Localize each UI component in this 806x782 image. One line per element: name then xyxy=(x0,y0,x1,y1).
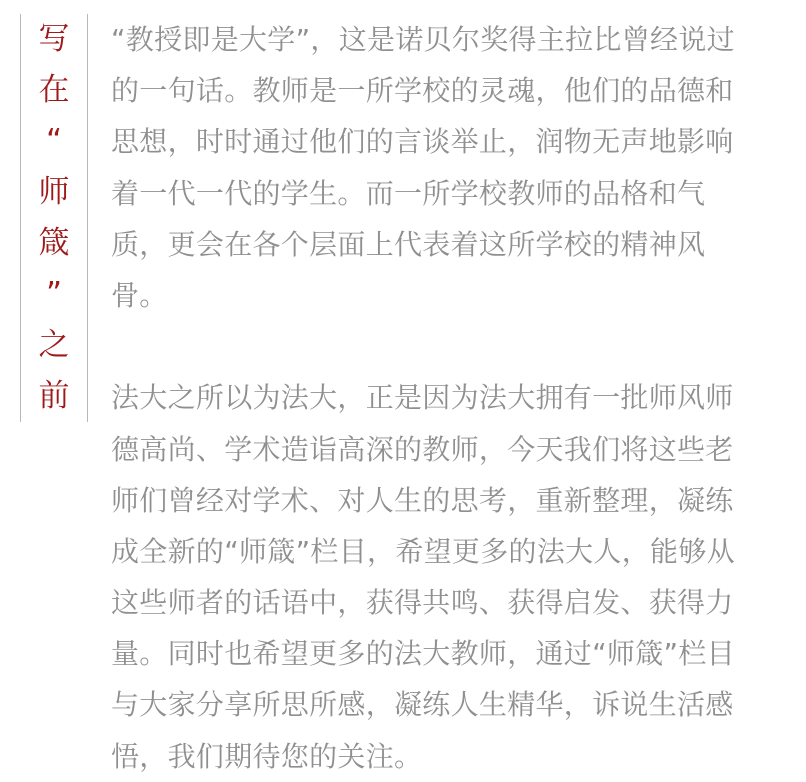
title-right-rule xyxy=(87,14,88,422)
text-line: 成全新的“师箴”栏目，希望更多的法大人，能够从 xyxy=(111,534,735,568)
text-line: 德高尚、学术造诣高深的教师，今天我们将这些老 xyxy=(111,432,734,466)
title-characters xyxy=(21,14,87,422)
text-line: “教授即是大学”，这是诺贝尔奖得主拉比曾经说过 xyxy=(111,23,735,56)
text-line: 质，更会在各个层面上代表着这所学校的精神风 xyxy=(111,227,706,261)
title-char: ” xyxy=(45,276,63,312)
text-line: 悟，我们期待您的关注。 xyxy=(111,739,423,773)
text-line: 师们曾经对学术、对人生的思考，重新整理，凝练 xyxy=(111,483,734,517)
paragraph-intro xyxy=(111,14,783,321)
vertical-title xyxy=(20,14,88,422)
text-line: 骨。 xyxy=(111,278,168,312)
text-line: 思想，时时通过他们的言谈举止，润物无声地影响 xyxy=(111,125,734,159)
paragraph-gap xyxy=(111,321,783,372)
text-line: 的一句话。教师是一所学校的灵魂，他们的品德和 xyxy=(111,74,734,108)
title-char: 写 xyxy=(38,21,70,57)
title-char: 前 xyxy=(38,378,70,414)
title-char: 在 xyxy=(38,72,70,108)
text-line: 法大之所以为法大，正是因为法大拥有一批师风师 xyxy=(111,381,734,415)
text-line: 着一代一代的学生。而一所学校教师的品格和气 xyxy=(111,176,706,210)
title-char: “ xyxy=(45,123,63,159)
paragraph-column-intro xyxy=(111,372,783,782)
title-char: 箴 xyxy=(38,225,70,261)
title-char: 师 xyxy=(38,174,70,210)
text-line: 这些师者的话语中，获得共鸣、获得启发、获得力 xyxy=(111,586,734,620)
text-line: 与大家分享所思所感，凝练人生精华，诉说生活感 xyxy=(111,688,734,722)
article-body xyxy=(111,14,783,782)
title-char: 之 xyxy=(38,327,70,363)
text-line: 量。同时也希望更多的法大教师，通过“师箴”栏目 xyxy=(111,637,735,671)
